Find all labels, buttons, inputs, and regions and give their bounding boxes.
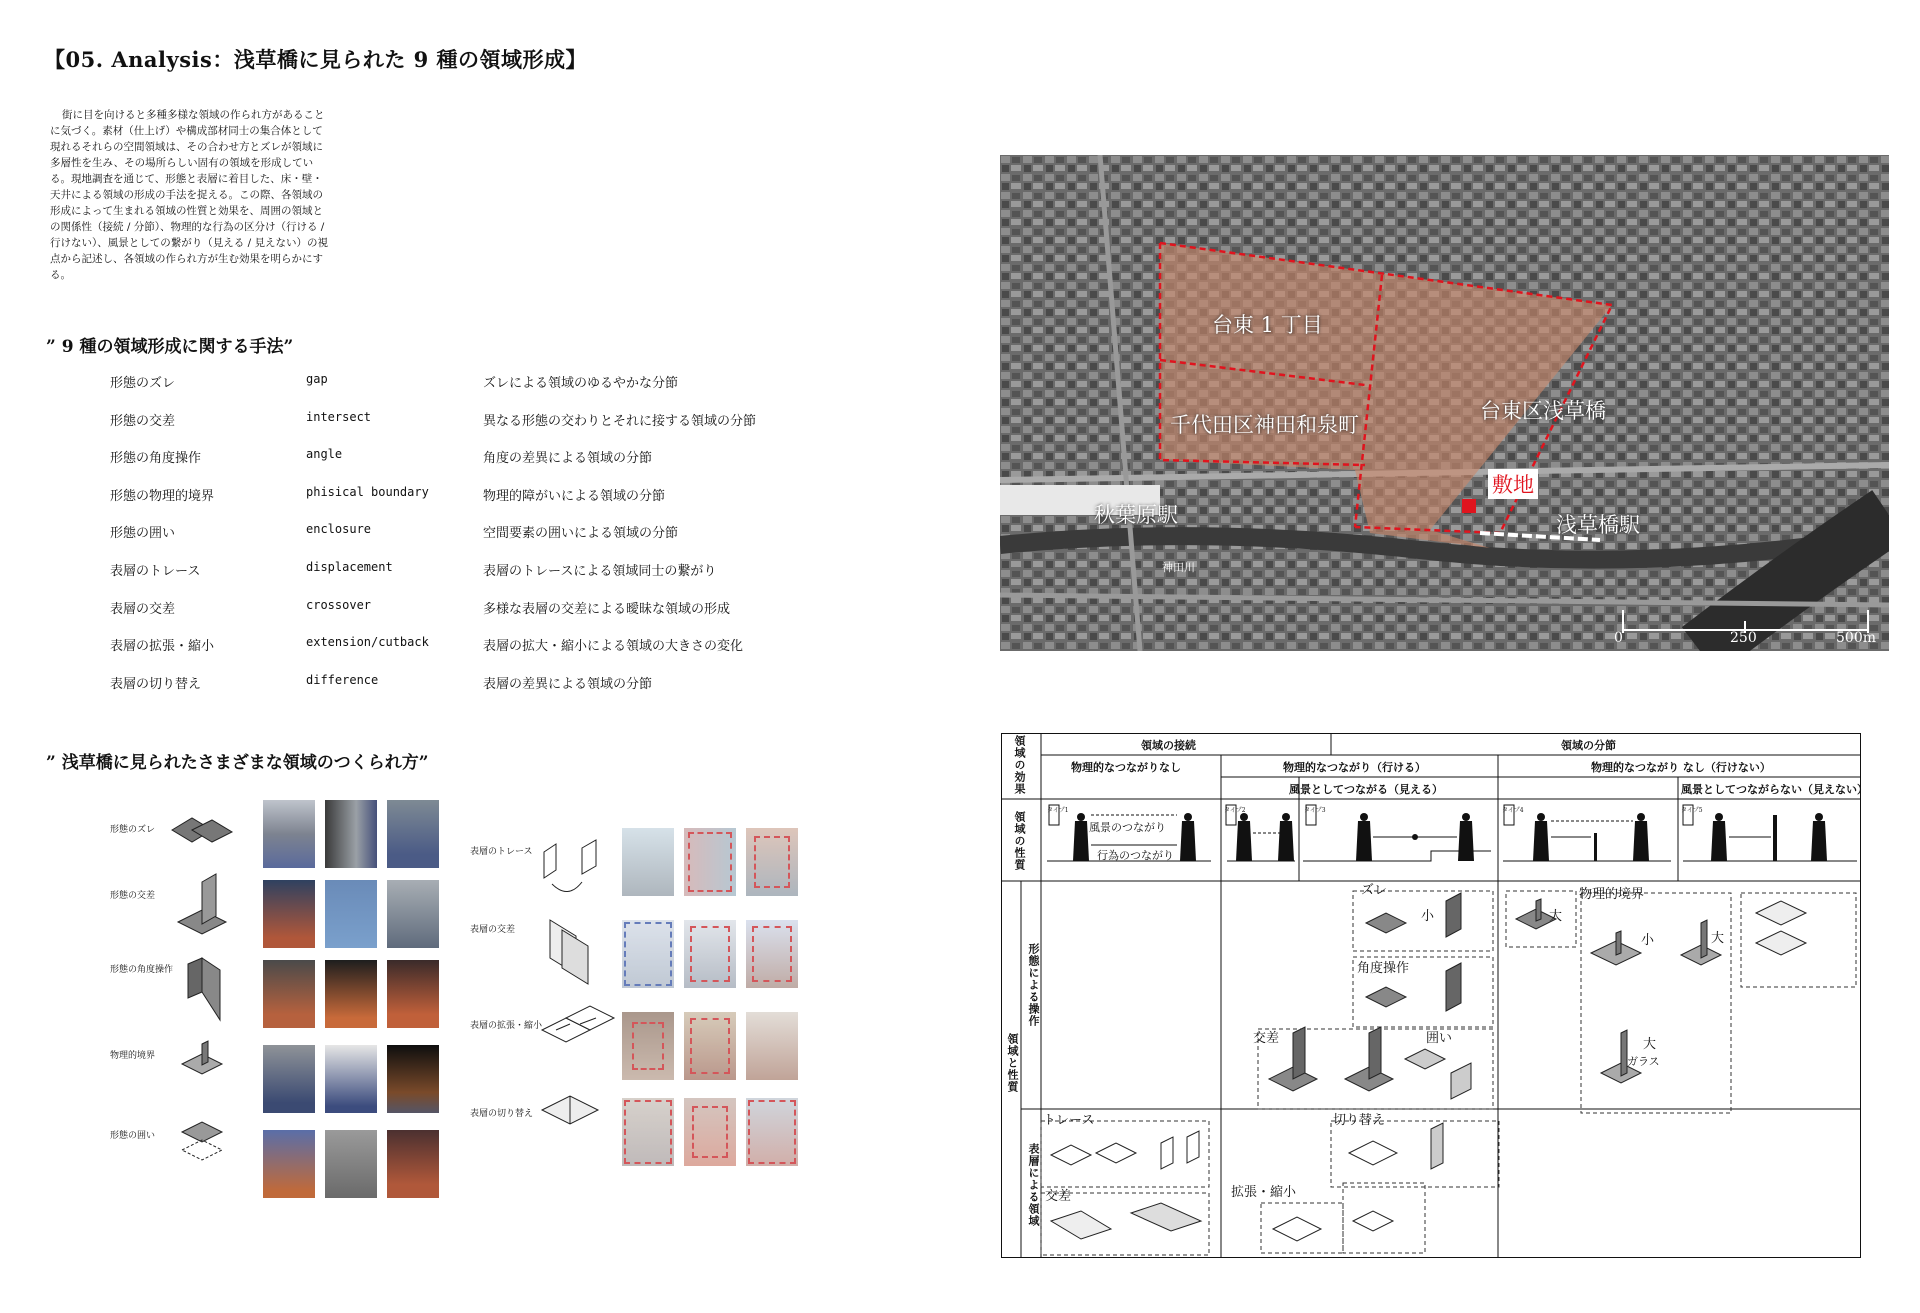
method-row bbox=[110, 522, 810, 560]
person-icon bbox=[1811, 813, 1827, 861]
method-name-ja: 形態の角度操作 bbox=[110, 451, 202, 467]
gallery-label-extend: 表層の拡張・縮小 bbox=[470, 1021, 543, 1031]
label-trace: トレース bbox=[1043, 1113, 1095, 1128]
method-name-en: difference bbox=[306, 672, 379, 687]
gallery-label-switch: 表層の切り替え bbox=[470, 1109, 534, 1119]
photo bbox=[263, 1130, 315, 1198]
gallery-label-gap: 形態のズレ bbox=[110, 825, 156, 835]
label-gap-small: 小 bbox=[1421, 909, 1435, 924]
header-scenery-no: 風景としてつながらない（見えない） bbox=[1681, 783, 1868, 796]
method-description: 多様な表層の交差による曖昧な領域の形成 bbox=[483, 601, 731, 617]
photo bbox=[684, 1098, 736, 1166]
photo bbox=[325, 1045, 377, 1113]
photo bbox=[622, 920, 674, 988]
photo bbox=[622, 828, 674, 896]
photo bbox=[746, 1012, 798, 1080]
photo bbox=[622, 1012, 674, 1080]
diagram-gap bbox=[172, 818, 232, 842]
header-scenery-yes: 風景としてつながる（見える） bbox=[1289, 783, 1443, 796]
intro-paragraph: 街に目を向けると多種多様な領域の作られ方があることに気づく。素材（仕上げ）や構成部材同士の集合体として現れるそれらの空間領域は、その合わせ方とズレが領域に多層性を生み、その場所らしい固有の領域を形成している。現地調査を通じて、形態と表層に着目した、床・壁・天井による領域の形成の手法を捉える。この際、各領域の形成によって生まれる領域の性質と効果を、周囲の領域との関係性（接続 / 分節）、物理的な行為の区分け（行ける / 行けない）、風景としての繋がり（見える / 見えない）の視点から記述し、各領域の作られ方が生む効果を明らかにする。 bbox=[50, 109, 328, 281]
site-marker bbox=[1462, 499, 1476, 513]
method-row bbox=[110, 598, 810, 636]
diagram-angle bbox=[188, 958, 220, 1020]
photo bbox=[263, 960, 315, 1028]
photo bbox=[387, 960, 439, 1028]
person-icon bbox=[1180, 813, 1196, 861]
photo bbox=[684, 828, 736, 896]
label-physical-small: 小 bbox=[1641, 933, 1655, 948]
gallery-right-diagrams bbox=[536, 834, 616, 1164]
photo bbox=[325, 960, 377, 1028]
label-physical-big: 大 bbox=[1711, 931, 1725, 946]
label-intersect: 交差 bbox=[1253, 1031, 1280, 1046]
photo bbox=[684, 920, 736, 988]
label-switch: 切り替え bbox=[1333, 1113, 1386, 1128]
header-no-physical: 物理的なつながりなし bbox=[1071, 761, 1181, 774]
diagram-intersect bbox=[178, 874, 226, 934]
map-imagery bbox=[1000, 155, 1889, 651]
row-form-nature-label: 領域と性質 bbox=[1006, 1033, 1019, 1093]
map-area-taito1: 台東 1 丁目 bbox=[1212, 313, 1323, 337]
site-map bbox=[1000, 155, 1889, 651]
diagram-trace bbox=[544, 840, 596, 892]
map-river-label: 神田川 bbox=[1162, 561, 1195, 574]
header-connect: 領域の接続 bbox=[1141, 739, 1196, 752]
analysis-table bbox=[1001, 733, 1868, 1258]
photo bbox=[325, 1130, 377, 1198]
row-form-label: 形態による操作 bbox=[1027, 943, 1040, 1027]
method-description: 表層の拡大・縮小による領域の大きさの変化 bbox=[483, 639, 744, 655]
person-icon bbox=[1236, 813, 1252, 861]
photo bbox=[263, 800, 315, 868]
map-area-asakusabashi: 台東区浅草橋 bbox=[1480, 399, 1606, 423]
diagram-physical bbox=[182, 1041, 222, 1074]
photo bbox=[263, 880, 315, 948]
person-icon bbox=[1073, 813, 1089, 861]
method-row bbox=[110, 560, 810, 598]
photo bbox=[325, 880, 377, 948]
type-tag-1: タイプ1 bbox=[1047, 807, 1069, 814]
type-tag-5: タイプ5 bbox=[1681, 807, 1703, 814]
method-name-en: crossover bbox=[306, 597, 372, 612]
photo bbox=[387, 1045, 439, 1113]
photo bbox=[387, 1130, 439, 1198]
label-physical: 物理的境界 bbox=[1579, 887, 1645, 902]
gallery-right-photos bbox=[622, 828, 798, 1168]
scale-label-250: 250 bbox=[1730, 630, 1757, 646]
label-gap: ズレ bbox=[1361, 883, 1388, 898]
method-description: 物理的障がいによる領域の分節 bbox=[483, 488, 666, 504]
diagram-enclosure bbox=[182, 1122, 222, 1160]
header-physical-go: 物理的なつながり（行ける） bbox=[1283, 761, 1426, 774]
photo bbox=[387, 880, 439, 948]
method-name-en: angle bbox=[306, 447, 343, 462]
gallery-left-diagrams bbox=[168, 812, 238, 1212]
methods-heading: ” 9 種の領域形成に関する手法” bbox=[46, 337, 294, 357]
photo bbox=[746, 920, 798, 988]
method-description: 空間要素の囲いによる領域の分節 bbox=[483, 526, 679, 542]
table-diagrams bbox=[1051, 893, 1806, 1241]
gallery-label-enclosure: 形態の囲い bbox=[110, 1131, 156, 1141]
method-name-ja: 形態の交差 bbox=[110, 413, 176, 429]
method-description: 表層のトレースによる領域同士の繋がり bbox=[483, 563, 717, 579]
header-physical-no-go: 物理的なつながり なし（行けない） bbox=[1591, 761, 1771, 774]
photo bbox=[746, 828, 798, 896]
method-row bbox=[110, 635, 810, 673]
method-name-ja: 表層の拡張・縮小 bbox=[110, 639, 215, 655]
method-row bbox=[110, 372, 810, 410]
scale-label-0: 0 bbox=[1614, 630, 1623, 646]
method-name-ja: 表層の切り替え bbox=[110, 676, 202, 692]
map-station-asakusabashi: 浅草橋駅 bbox=[1556, 513, 1640, 537]
method-name-en: displacement bbox=[306, 559, 393, 574]
diagram-extend bbox=[542, 1006, 614, 1042]
page-title: 【05. Analysis：浅草橋に見られた 9 種の領域形成】 bbox=[44, 47, 588, 72]
gallery-label-physical: 物理的境界 bbox=[110, 1051, 156, 1061]
header-divide: 領域の分節 bbox=[1561, 739, 1616, 752]
person-icon bbox=[1356, 813, 1372, 861]
label-glass: ガラス bbox=[1627, 1055, 1660, 1068]
label-cross: 交差 bbox=[1045, 1189, 1072, 1204]
method-name-en: phisical boundary bbox=[306, 484, 429, 499]
col-effect-label: 領域の効果 bbox=[1013, 735, 1026, 795]
method-name-ja: 表層の交差 bbox=[110, 601, 176, 617]
type1-scenery-label: 風景のつながり bbox=[1089, 821, 1166, 834]
method-name-en: intersect bbox=[306, 409, 372, 424]
methods-table bbox=[110, 372, 810, 710]
photo bbox=[387, 800, 439, 868]
gallery-label-angle: 形態の角度操作 bbox=[110, 965, 174, 975]
map-site-label: 敷地 bbox=[1488, 469, 1538, 499]
gallery-label-intersect: 形態の交差 bbox=[110, 891, 156, 901]
row-surface-label: 表層による領域 bbox=[1027, 1143, 1040, 1227]
method-name-en: gap bbox=[306, 372, 328, 386]
person-icon bbox=[1633, 813, 1649, 861]
map-area-izumi: 千代田区神田和泉町 bbox=[1170, 413, 1359, 437]
method-name-ja: 形態の物理的境界 bbox=[110, 488, 215, 504]
table-grid bbox=[1001, 733, 1861, 1258]
method-row bbox=[110, 447, 810, 485]
photo bbox=[622, 1098, 674, 1166]
method-row bbox=[110, 673, 810, 711]
map-station-akihabara: 秋葉原駅 bbox=[1094, 503, 1178, 527]
method-description: ズレによる領域のゆるやかな分節 bbox=[483, 376, 679, 391]
method-name-ja: 表層のトレース bbox=[110, 563, 201, 579]
type-tag-2: タイプ2 bbox=[1224, 807, 1246, 814]
person-icon bbox=[1533, 813, 1549, 861]
method-description: 表層の差異による領域の分節 bbox=[483, 676, 653, 692]
type-tag-4: タイプ4 bbox=[1502, 807, 1524, 814]
method-description: 異なる形態の交わりとそれに接する領域の分節 bbox=[483, 413, 757, 429]
gallery-label-cross: 表層の交差 bbox=[470, 925, 516, 935]
method-name-ja: 形態の囲い bbox=[110, 526, 176, 542]
diagram-switch bbox=[542, 1096, 598, 1124]
label-glass-big: 大 bbox=[1643, 1037, 1657, 1052]
method-name-en: enclosure bbox=[306, 522, 372, 537]
method-description: 角度の差異による領域の分節 bbox=[483, 451, 653, 467]
label-enclosure: 囲い bbox=[1426, 1031, 1453, 1046]
scale-label-500: 500m bbox=[1836, 630, 1876, 646]
method-name-en: extension/cutback bbox=[306, 635, 429, 650]
method-row bbox=[110, 485, 810, 523]
photo bbox=[263, 1045, 315, 1113]
gallery-left-photos bbox=[263, 800, 439, 1200]
person-icon bbox=[1278, 813, 1294, 861]
label-gap-big: 大 bbox=[1549, 909, 1563, 924]
label-angle: 角度操作 bbox=[1357, 961, 1410, 976]
type-tag-3: タイプ3 bbox=[1304, 807, 1326, 814]
photo bbox=[746, 1098, 798, 1166]
photo bbox=[684, 1012, 736, 1080]
person-icon bbox=[1458, 813, 1474, 861]
col-nature-label: 領域の性質 bbox=[1013, 811, 1026, 871]
type1-action-label: 行為のつながり bbox=[1097, 849, 1174, 862]
person-icon bbox=[1711, 813, 1727, 861]
label-extend: 拡張・縮小 bbox=[1231, 1185, 1297, 1200]
gallery-heading: ” 浅草橋に見られたさまざまな領域のつくられ方” bbox=[46, 753, 429, 773]
diagram-cross bbox=[550, 920, 588, 984]
method-row bbox=[110, 410, 810, 448]
method-name-ja: 形態のズレ bbox=[110, 376, 176, 391]
gallery-label-trace: 表層のトレース bbox=[470, 847, 533, 857]
photo bbox=[325, 800, 377, 868]
